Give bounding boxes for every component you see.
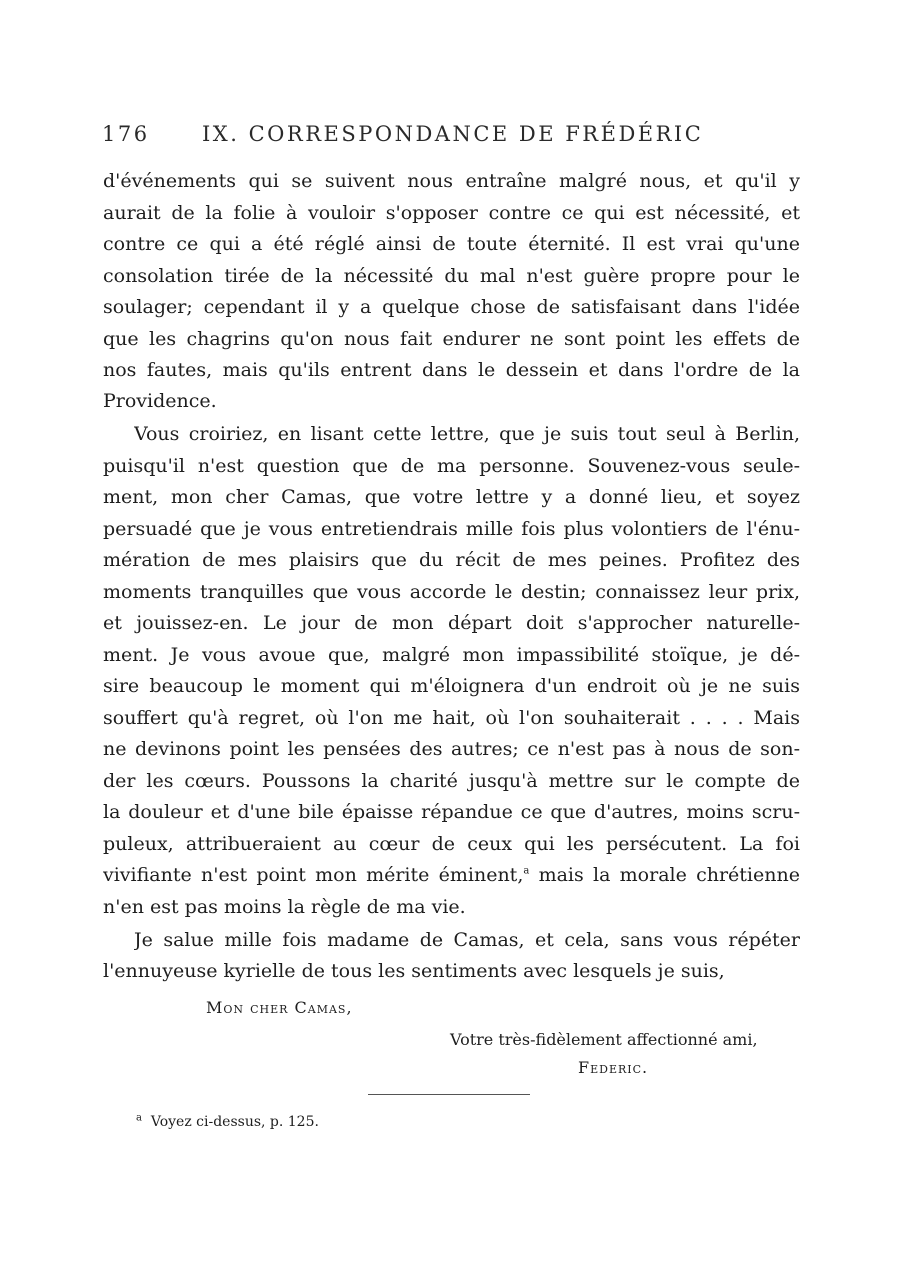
footnote-text: Voyez ci-dessus, p. 125. — [150, 1114, 319, 1130]
text-line: souffert qu'à regret, où l'on me hait, où l'on souhaiterait . . . . Mais — [103, 707, 800, 729]
salutation: Mon cher Camas, — [206, 998, 353, 1017]
text-line: et jouissez-en. Le jour de mon départ doit s'approcher naturelle- — [103, 612, 800, 634]
line-start: vivifiante n'est point mon mérite éminent, — [103, 864, 524, 886]
running-title: IX. CORRESPONDANCE DE FRÉDÉRIC — [202, 122, 704, 146]
valediction: Votre très-fidèlement affectionné ami, — [450, 1030, 758, 1049]
text-line: aurait de la folie à vouloir s'opposer contre ce qui est nécessité, et — [103, 202, 800, 224]
text-line: puleux, attribueraient au cœur de ceux qui les persécutent. La foi — [103, 833, 800, 855]
text-line: nos fautes, mais qu'ils entrent dans le dessein et dans l'ordre de la — [103, 359, 800, 381]
line-end: mais la morale chrétienne — [529, 864, 800, 886]
footnote-rule — [368, 1094, 530, 1095]
text-line: puisqu'il n'est question que de ma personne. Souvenez-vous seule- — [103, 455, 800, 477]
signature: Federic. — [578, 1058, 649, 1077]
text-line: n'en est pas moins la règle de ma vie. — [103, 896, 466, 918]
text-line: ment, mon cher Camas, que votre lettre y a donné lieu, et soyez — [103, 486, 800, 508]
footnote-marker: a — [523, 865, 530, 877]
footnote — [136, 1114, 319, 1130]
text-line: d'événements qui se suivent nous entraîne malgré nous, et qu'il y — [103, 170, 800, 192]
text-line: ment. Je vous avoue que, malgré mon impassibilité stoïque, je dé- — [103, 644, 800, 666]
running-header — [102, 118, 800, 154]
text-line: Providence. — [103, 390, 217, 412]
text-line: sire beaucoup le moment qui m'éloignera d'un endroit où je ne suis — [103, 675, 800, 697]
footnote-marker: a — [136, 1112, 142, 1124]
text-line: contre ce qui a été réglé ainsi de toute éternité. Il est vrai qu'une — [103, 233, 800, 255]
text-line: la douleur et d'une bile épaisse répandue ce que d'autres, moins scru- — [103, 801, 800, 823]
text-line: soulager; cependant il y a quelque chose de satisfaisant dans l'idée — [103, 296, 800, 318]
text-line: moments tranquilles que vous accorde le destin; connaissez leur prix, — [103, 581, 800, 603]
text-line: der les cœurs. Poussons la charité jusqu'à mettre sur le compte de — [103, 770, 800, 792]
text-line: ne devinons point les pensées des autres; ce n'est pas à nous de son- — [103, 738, 800, 760]
paragraph-start-line: Vous croiriez, en lisant cette lettre, que je suis tout seul à Berlin, — [134, 423, 800, 445]
text-line: persuadé que je vous entretiendrais mille fois plus volontiers de l'énu- — [103, 518, 800, 540]
text-line: que les chagrins qu'on nous fait endurer ne sont point les effets de — [103, 328, 800, 350]
paragraph-start-line: Je salue mille fois madame de Camas, et cela, sans vous répéter — [134, 929, 800, 951]
text-line: l'ennuyeuse kyrielle de tous les sentiments avec lesquels je suis, — [103, 960, 725, 982]
page-number: 176 — [102, 122, 150, 146]
text-line: consolation tirée de la nécessité du mal n'est guère propre pour le — [103, 265, 800, 287]
footnote-ref-line — [103, 860, 800, 892]
text-line: mération de mes plaisirs que du récit de mes peines. Profitez des — [103, 549, 800, 571]
